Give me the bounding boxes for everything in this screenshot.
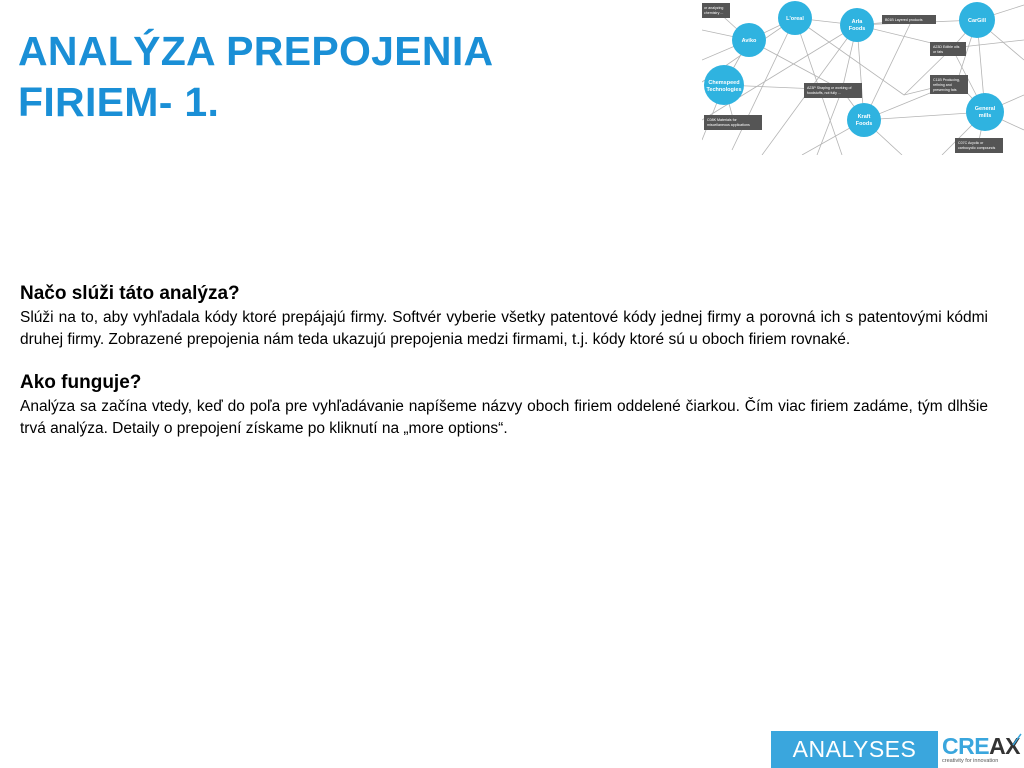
svg-text:General: General [974, 106, 996, 112]
svg-text:Aviko: Aviko [741, 38, 757, 44]
svg-text:chemistry ...: chemistry ... [704, 11, 724, 15]
network-box [702, 3, 730, 18]
slide-title-line-1: ANALÝZA PREPOJENIA [18, 28, 494, 74]
section-heading: Ako funguje? [20, 372, 142, 393]
network-node-general-mills [966, 93, 1004, 131]
svg-text:C07C Acyclic or: C07C Acyclic or [958, 141, 984, 145]
section-heading: Načo slúži táto analýza? [20, 283, 240, 304]
svg-text:carbocyclic compounds: carbocyclic compounds [958, 146, 996, 150]
creax-logo [938, 731, 1024, 768]
slide-title-line-2: FIRIEM- 1. [18, 79, 220, 125]
company-network-diagram [702, 0, 1024, 155]
section-body: Analýza sa začína vtedy, keď do poľa pre vyhľadávanie napíšeme názvy oboch firiem oddelené čiarkou. Čím viac firiem zadáme, tým dlhšie trvá analýza. Detaily o prepojení získame po kliknutí na „more options“. [20, 398, 988, 437]
svg-text:Chemspeed: Chemspeed [708, 80, 740, 86]
analyses-creax-logo [771, 731, 1024, 768]
svg-text:B01B Layered products: B01B Layered products [885, 18, 923, 22]
analyses-label: ANALYSES [771, 731, 938, 768]
svg-text:C08K Materials for: C08K Materials for [707, 118, 737, 122]
svg-text:A23P Shaping or working of: A23P Shaping or working of [807, 86, 852, 90]
network-box [704, 115, 762, 130]
network-node-chemspeed [704, 65, 744, 105]
network-graph [702, 0, 1024, 155]
network-box [804, 83, 862, 98]
svg-text:miscellaneous applications: miscellaneous applications [707, 123, 750, 127]
section-purpose [20, 282, 988, 351]
network-node-cargill [959, 2, 995, 38]
creax-tagline: creativity for innovation [942, 758, 999, 764]
creax-swoosh-icon [1012, 733, 1022, 747]
svg-text:foodstuffs, not fully ...: foodstuffs, not fully ... [807, 91, 841, 95]
network-node-arla-foods [840, 8, 874, 42]
svg-text:C11B Producing,: C11B Producing, [933, 78, 960, 82]
network-node-loreal [778, 1, 812, 35]
svg-text:A23D Edible oils: A23D Edible oils [933, 45, 960, 49]
section-body: Slúži na to, aby vyhľadala kódy ktoré prepájajú firmy. Softvér vyberie všetky patentové kódy jednej firmy a porovná ich s patentovými kódmi druhej firmy. Zobrazené prepojenia nám teda ukazujú prepojenia medzi firmami, t.j. kódy ktoré sú u oboch firiem rovnaké. [20, 309, 988, 348]
network-node-aviko [732, 23, 766, 57]
network-node-kraft-foods [847, 103, 881, 137]
slide-title [18, 26, 658, 128]
svg-text:Foods: Foods [855, 121, 873, 127]
network-box [930, 75, 968, 94]
network-box [955, 138, 1003, 153]
svg-text:mills: mills [978, 113, 992, 119]
svg-text:or analyzing: or analyzing [704, 6, 724, 10]
svg-text:L'oreal: L'oreal [786, 16, 804, 22]
svg-text:Arla: Arla [851, 19, 863, 25]
svg-text:or fats: or fats [933, 50, 943, 54]
network-box [930, 42, 966, 56]
network-box [882, 15, 936, 24]
svg-text:refining and: refining and [933, 83, 952, 87]
section-how-it-works [20, 371, 988, 440]
svg-text:Foods: Foods [848, 26, 866, 32]
slide-content [20, 282, 988, 460]
svg-text:CarGill: CarGill [967, 18, 987, 24]
svg-text:Technologies: Technologies [706, 87, 742, 93]
creax-wordmark-part-2: AX [989, 733, 1021, 759]
svg-text:preserving fats: preserving fats [933, 88, 957, 92]
svg-text:Kraft: Kraft [857, 114, 871, 120]
creax-wordmark-part-1: CRE [942, 733, 990, 759]
creax-wordmark [942, 733, 1020, 760]
